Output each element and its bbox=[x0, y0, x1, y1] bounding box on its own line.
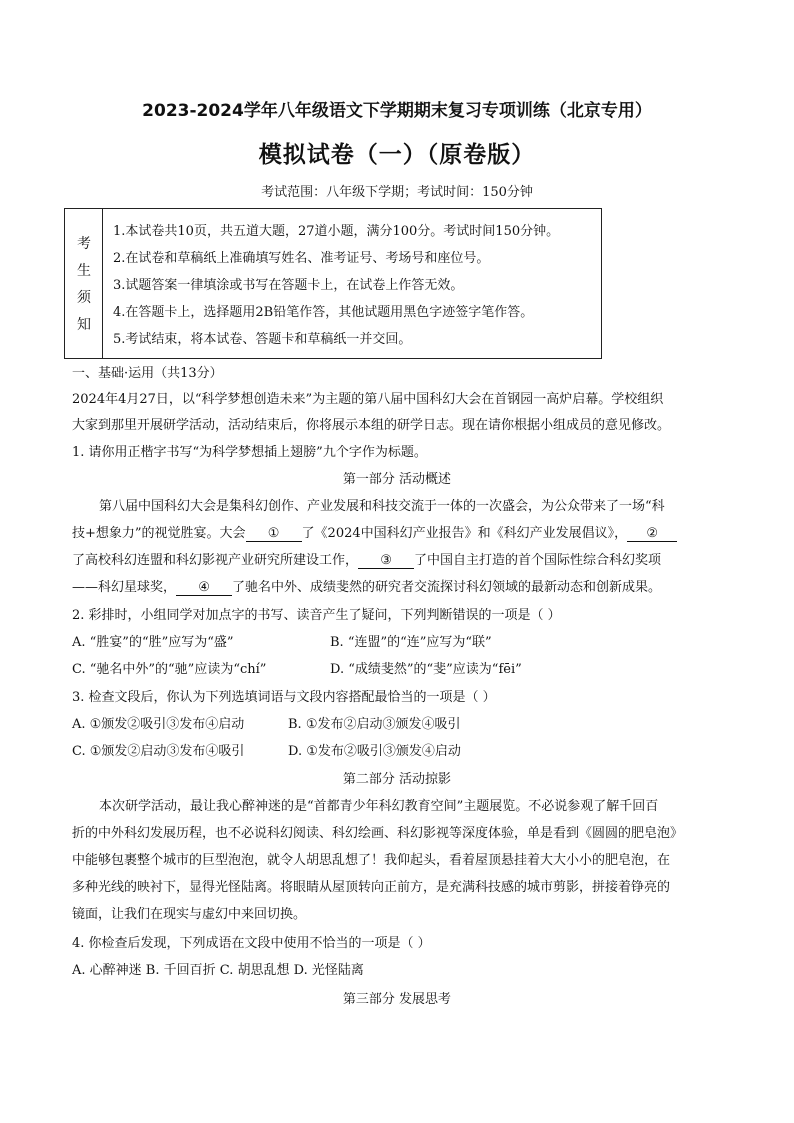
paragraph-line bbox=[72, 549, 661, 569]
paragraph-text: 了《2024中国科幻产业报告》和《科幻产业发展倡议》， bbox=[301, 526, 628, 541]
question-2: 2. 彩排时，小组同学对加点字的书写、读音产生了疑问，下列判断错误的一项是（ ） bbox=[72, 608, 561, 623]
question-3: 3. 检查文段后，你认为下列选填词语与文段内容搭配最恰当的一项是（ ） bbox=[72, 690, 496, 705]
option-b: B. ①发布②启动③颁发④吸引 bbox=[288, 717, 461, 732]
paragraph-line: 多种光线的映衬下，显得光怪陆离。将眼睛从屋顶转向正前方，是充满科技感的城市剪影，拼接着铮亮的 bbox=[72, 880, 671, 895]
notice-item: 1.本试卷共10页，共五道大题，27道小题，满分100分。考试时间150分钟。 bbox=[113, 224, 560, 239]
option-a: A. “胜宴”的“胜”应写为“盛” bbox=[72, 635, 234, 650]
exam-subtitle: 模拟试卷（一）（原卷版） bbox=[258, 142, 536, 168]
section-heading: 一、基础·运用（共13分） bbox=[72, 366, 223, 381]
blank-2: ② bbox=[627, 526, 677, 542]
notice-item: 2.在试卷和草稿纸上准确填写姓名、准考证号、考场号和座位号。 bbox=[113, 251, 490, 266]
notice-item: 5.考试结束，将本试卷、答题卡和草稿纸一并交回。 bbox=[113, 332, 412, 347]
option-c: C. “驰名中外”的“驰”应读为“chí” bbox=[72, 662, 267, 677]
option-a: A. ①颁发②吸引③发布④启动 bbox=[72, 717, 245, 732]
part-title: 第三部分 发展思考 bbox=[342, 992, 452, 1007]
notice-label-char: 须 bbox=[77, 290, 91, 306]
option-c: C. 胡思乱想 bbox=[219, 963, 290, 978]
notice-label-char: 生 bbox=[77, 263, 91, 279]
paragraph-line: 折的中外科幻发展历程，也不必说科幻阅读、科幻绘画、科幻影视等深度体验，单是看到《圆圆的肥皂泡》 bbox=[72, 826, 684, 841]
paragraph-text: ——科幻星球奖， bbox=[72, 580, 177, 595]
paragraph-line: 本次研学活动，最让我心醉神迷的是“首都青少年科幻教育空间”主题展览。不必说参观了解千回百 bbox=[99, 799, 659, 814]
notice-label-char: 知 bbox=[77, 317, 91, 333]
blank-1: ① bbox=[246, 526, 302, 542]
notice-item: 4.在答题卡上，选择题用2B铅笔作答，其他试题用黑色字迹签字笔作答。 bbox=[113, 305, 534, 320]
paragraph-text: 了中国自主打造的首个国际性综合科幻奖项 bbox=[414, 553, 662, 568]
paragraph-line bbox=[72, 576, 661, 596]
notice-item: 3.试题答案一律填涂或书写在答题卡上，在试卷上作答无效。 bbox=[113, 278, 464, 293]
part-title: 第二部分 活动掠影 bbox=[342, 772, 452, 787]
blank-3: ③ bbox=[358, 553, 414, 569]
paragraph-line: 中能够包裹整个城市的巨型泡泡，就令人胡思乱想了！我仰起头，看着屋顶悬挂着大大小小的肥皂泡，在 bbox=[72, 853, 671, 868]
intro-line: 大家到那里开展研学活动，活动结束后，你将展示本组的研学日志。现在请你根据小组成员的意见修改。 bbox=[72, 418, 671, 433]
blank-4: ④ bbox=[176, 580, 232, 596]
intro-line: 2024年4月27日，以“科学梦想创造未来”为主题的第八届中国科幻大会在首钢园一高炉启幕。学校组织 bbox=[72, 392, 664, 407]
paragraph-line: 第八届中国科幻大会是集科幻创作、产业发展和科技交流于一体的一次盛会，为公众带来了一场“科 bbox=[99, 499, 665, 514]
question-4: 4. 你检查后发现，下列成语在文段中使用不恰当的一项是（ ） bbox=[72, 936, 431, 951]
notice-label-char: 考 bbox=[77, 236, 91, 252]
paragraph-text: 了驰名中外、成绩斐然的研究者交流探讨科幻领域的最新动态和创新成果。 bbox=[232, 580, 662, 595]
option-line bbox=[72, 959, 364, 978]
exam-title: 2023-2024学年八年级语文下学期期末复习专项训练（北京专用） bbox=[142, 101, 652, 121]
notice-label bbox=[65, 209, 103, 358]
paragraph-line: 镜面，让我们在现实与虚幻中来回切换。 bbox=[72, 907, 307, 922]
option-b: B. 千回百折 bbox=[145, 963, 216, 978]
paragraph-line bbox=[72, 522, 677, 542]
part-title: 第一部分 活动概述 bbox=[342, 472, 452, 487]
exam-notice-box bbox=[64, 208, 602, 359]
paragraph-text: 了高校科幻连盟和科幻影视产业研究所建设工作， bbox=[72, 553, 359, 568]
question-1: 1. 请你用正楷字书写“为科学梦想插上翅膀”九个字作为标题。 bbox=[72, 445, 427, 460]
paragraph-text: 技+想象力”的视觉胜宴。大会 bbox=[72, 526, 246, 541]
option-c: C. ①颁发②启动③发布④吸引 bbox=[72, 744, 245, 759]
exam-scope: 考试范围：八年级下学期；考试时间：150分钟 bbox=[261, 185, 533, 200]
option-d: D. ①发布②吸引③颁发④启动 bbox=[288, 744, 461, 759]
option-b: B. “连盟”的“连”应写为“联” bbox=[330, 635, 492, 650]
option-d: D. 光怪陆离 bbox=[293, 963, 364, 978]
option-d: D. “成绩斐然”的“斐”应读为“fēi” bbox=[330, 662, 522, 677]
option-a: A. 心醉神迷 bbox=[72, 963, 142, 978]
